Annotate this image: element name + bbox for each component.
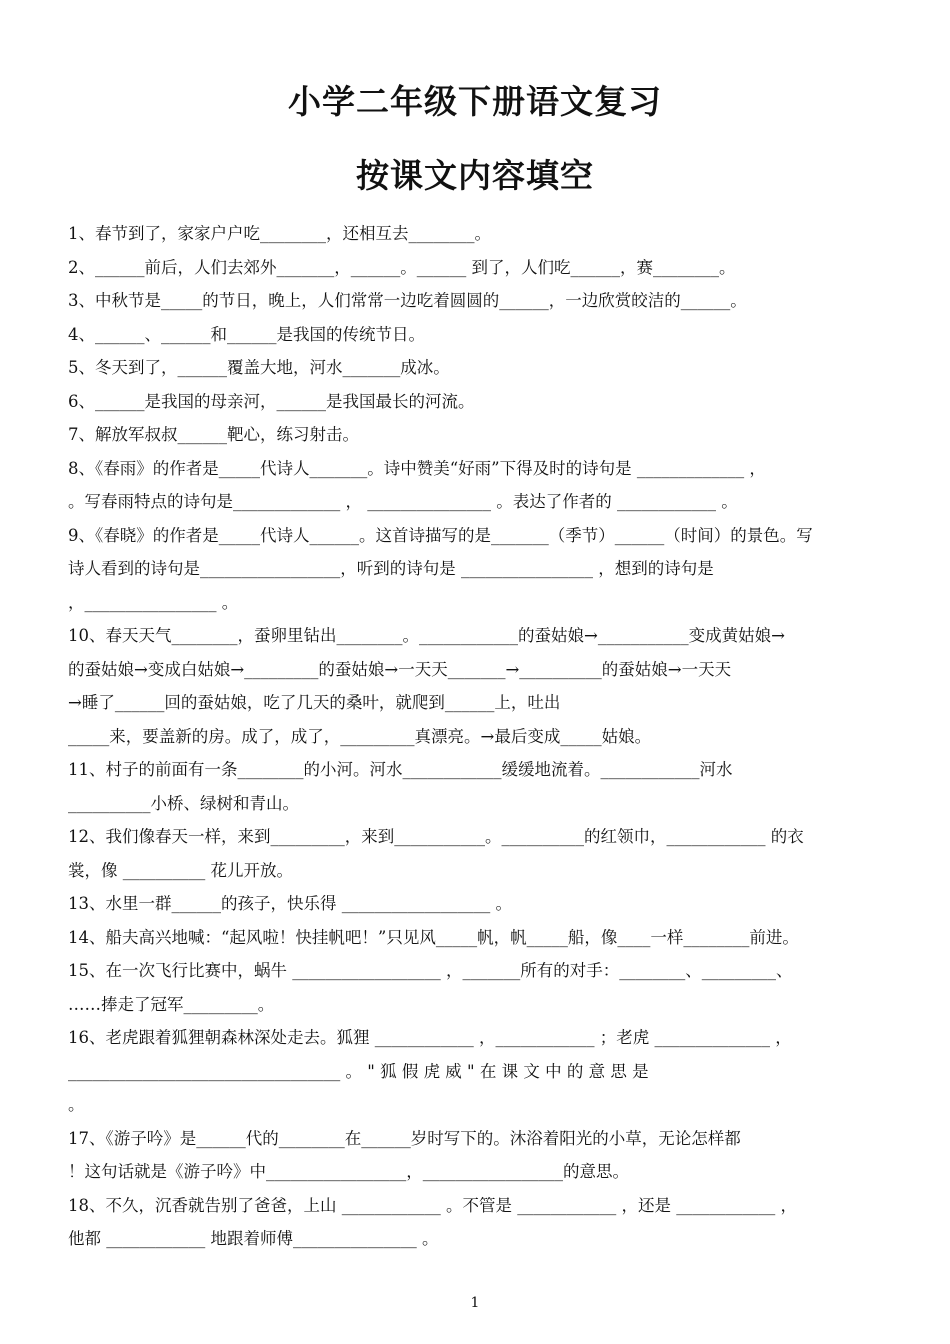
exercise-line: 诗人看到的诗句是_________________，听到的诗句是 ________________ ，想到的诗句是 <box>68 559 714 578</box>
exercise-line: 5、冬天到了，______覆盖大地，河水_______成冰。 <box>68 358 450 377</box>
exercise-line: ……捧走了冠军_________。 <box>68 994 275 1014</box>
exercise-line: 11、村子的前面有一条________的小河。河水____________缓缓地流着。____________河水 <box>68 760 733 779</box>
page-number: 1 <box>470 1295 480 1311</box>
exercise-line: →睡了______回的蚕姑娘，吃了几天的桑叶，就爬到______上，吐出 <box>68 693 561 712</box>
exercise-line: 1、春节到了，家家户户吃________，还相互去________。 <box>68 224 491 243</box>
exercise-line: __________小桥、绿树和青山。 <box>68 793 299 813</box>
exercise-line: _________________________________ 。 " 狐 假 虎 威 " 在 课 文 中 的 意 思 是 <box>68 1061 649 1081</box>
exercise-line: 。写春雨特点的诗句是_____________ ， _______________ 。表达了作者的 ____________ 。 <box>68 492 738 511</box>
exercise-line: 17、《游子吟》是______代的________在______岁时写下的。沐浴着阳光的小草，无论怎样都 <box>68 1128 741 1148</box>
exercise-line: 13、水里一群______的孩子，快乐得 __________________ 。 <box>68 894 512 913</box>
exercise-line: _____来，要盖新的房。成了，成了，_________真漂亮。→最后变成_____姑娘。 <box>68 726 652 746</box>
page-title: 小学二年级下册语文复习 <box>288 82 662 121</box>
exercise-line: ！这句话就是《游子吟》中_________________，_________________的意思。 <box>68 1162 629 1181</box>
exercise-line: 。 <box>68 1095 85 1114</box>
exercise-list <box>68 217 888 1256</box>
exercise-line: 8、《春雨》的作者是_____代诗人_______。诗中赞美“好雨”下得及时的诗句是 _____________ ， <box>68 458 766 478</box>
exercise-line: 14、船夫高兴地喊：“起风啦！快挂帆吧！”只见风_____帆，帆_____船，像____一样________前进。 <box>68 927 799 947</box>
exercise-line: 的蚕姑娘→变成白姑娘→_________的蚕姑娘→一天天_______→__________的蚕姑娘→一天天 <box>68 659 732 679</box>
exercise-line: 3、中秋节是_____的节日，晚上，人们常常一边吃着圆圆的______，一边欣赏皎洁的______。 <box>68 291 747 310</box>
exercise-line: 12、我们像春天一样，来到_________，来到___________。__________的红领巾，____________ 的衣 <box>68 827 804 846</box>
page-subtitle: 按课文内容填空 <box>356 156 594 195</box>
exercise-line: 2、______前后，人们去郊外_______，______。______ 到了，人们吃______，赛________。 <box>68 257 736 277</box>
exercise-line: 9、《春晓》的作者是_____代诗人______。这首诗描写的是_______（季节）______（时间）的景色。写 <box>68 525 813 545</box>
exercise-line: 4、______、______和______是我国的传统节日。 <box>68 324 425 344</box>
exercise-line: 15、在一次飞行比赛中，蜗牛 __________________ ，_______所有的对手：________、_________、 <box>68 961 793 980</box>
exercise-line: 他都 ____________ 地跟着师傅_______________ 。 <box>68 1229 439 1248</box>
exercise-line: ，________________ 。 <box>68 592 239 612</box>
exercise-line: 16、老虎跟着狐狸朝森林深处走去。狐狸 ____________ ，____________ ；老虎 ______________ ， <box>68 1028 792 1047</box>
exercise-line: 7、解放军叔叔______靶心，练习射击。 <box>68 425 359 444</box>
exercise-line: 18、不久，沉香就告别了爸爸，上山 ____________ 。不管是 ____________ ，还是 ____________ ， <box>68 1195 797 1215</box>
exercise-line: 10、春天天气________，蚕卵里钻出________。____________的蚕姑娘→___________变成黄姑娘→ <box>68 626 785 645</box>
exercise-line: 6、______是我国的母亲河，______是我国最长的河流。 <box>68 391 475 411</box>
exercise-line: 裳，像 __________ 花儿开放。 <box>68 860 293 880</box>
